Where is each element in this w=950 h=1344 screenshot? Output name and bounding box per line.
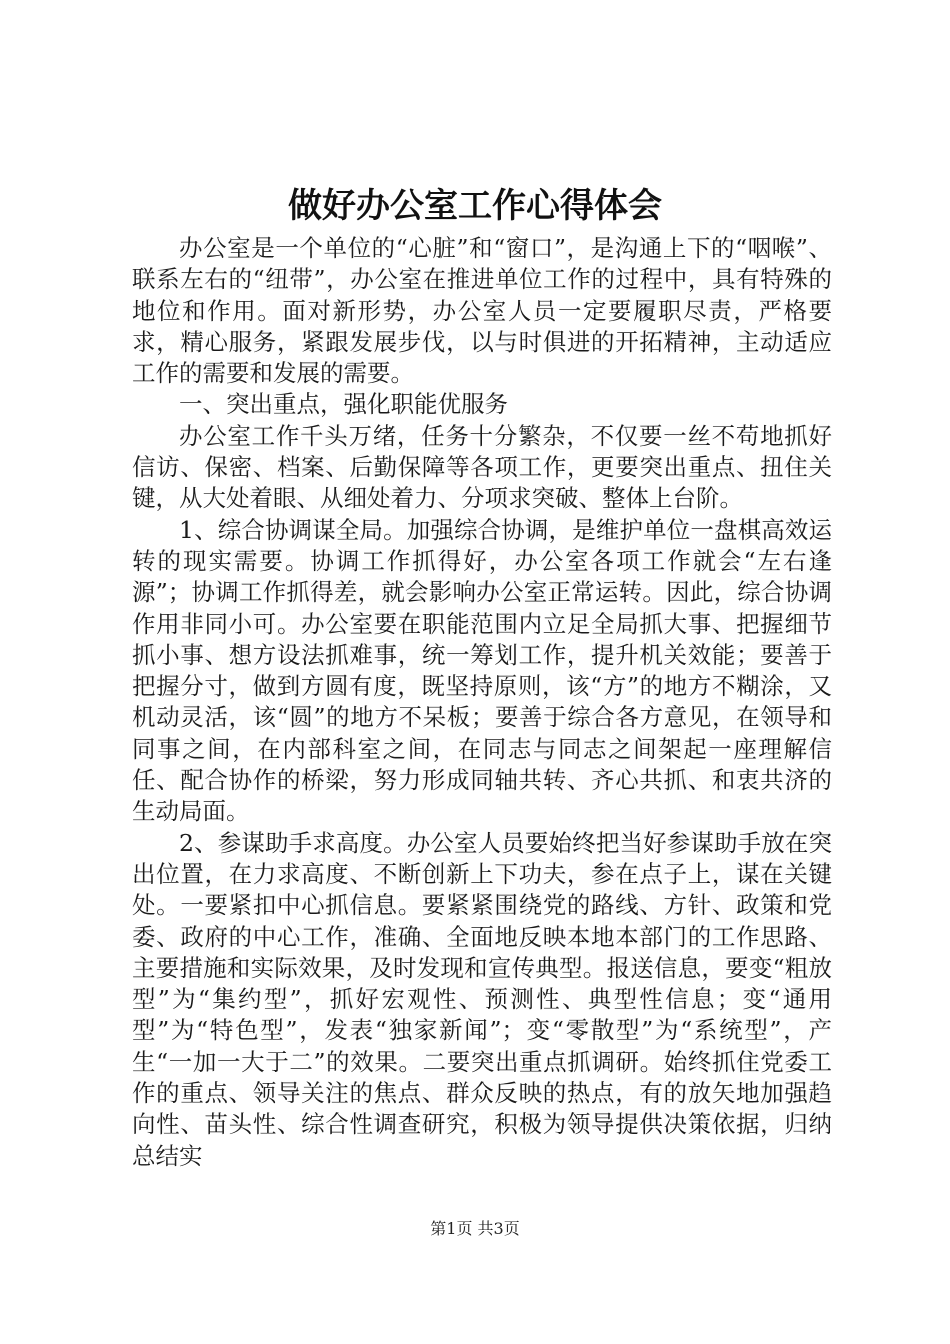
paragraph-section-1: 办公室工作千头万绪，任务十分繁杂，不仅要一丝不苟地抓好信访、保密、档案、后勤保障等各项工作，更要突出重点、扭住关键，从大处着眼、从细处着力、分项求突破、整体上台阶。 — [132, 421, 832, 513]
paragraph-item-1: 1、综合协调谋全局。加强综合协调，是维护单位一盘棋高效运转的现实需要。协调工作抓得好，办公室各项工作就会“左右逢源”；协调工作抓得差，就会影响办公室正常运转。因此，综合协调作用非同小可。办公室要在职能范围内立足全局抓大事、把握细节抓小事、想方设法抓难事，统一筹划工作，提升机关效能；要善于把握分寸，做到方圆有度，既坚持原则，该“方”的地方不糊涂，又机动灵活，该“圆”的地方不呆板；要善于综合各方意见，在领导和同事之间，在内部科室之间，在同志与同志之间架起一座理解信任、配合协作的桥梁，努力形成同轴共转、齐心共抓、和衷共济的生动局面。 — [132, 515, 832, 826]
paragraph-item-2: 2、参谋助手求高度。办公室人员要始终把当好参谋助手放在突出位置，在力求高度、不断创新上下功夫，参在点子上，谋在关键处。一要紧扣中心抓信息。要紧紧围绕党的路线、方针、政策和党委、政府的中心工作，准确、全面地反映本地本部门的工作思路、主要措施和实际效果，及时发现和宣传典型。报送信息，要变“粗放型”为“集约型”，抓好宏观性、预测性、典型性信息；变“通用型”为“特色型”，发表“独家新闻”；变“零散型”为“系统型”，产生“一加一大于二”的效果。二要突出重点抓调研。始终抓住党委工作的重点、领导关注的焦点、群众反映的热点，有的放矢地加强趋向性、苗头性、综合性调查研究，积极为领导提供决策依据，归纳总结实 — [132, 828, 832, 1170]
page-number-footer: 第1页 共3页 — [430, 1219, 520, 1238]
paragraph-intro: 办公室是一个单位的“心脏”和“窗口”，是沟通上下的“咽喉”、联系左右的“纽带”，办公室在推进单位工作的过程中，具有特殊的地位和作用。面对新形势，办公室人员一定要履职尽责，严格要求，精心服务，紧跟发展步伐，以与时俱进的开拓精神，主动适应工作的需要和发展的需要。 — [132, 234, 832, 388]
section-heading-1: 一、突出重点，强化职能优服务 — [179, 390, 508, 419]
document-title: 做好办公室工作心得体会 — [288, 186, 662, 226]
document-body — [132, 233, 832, 1172]
